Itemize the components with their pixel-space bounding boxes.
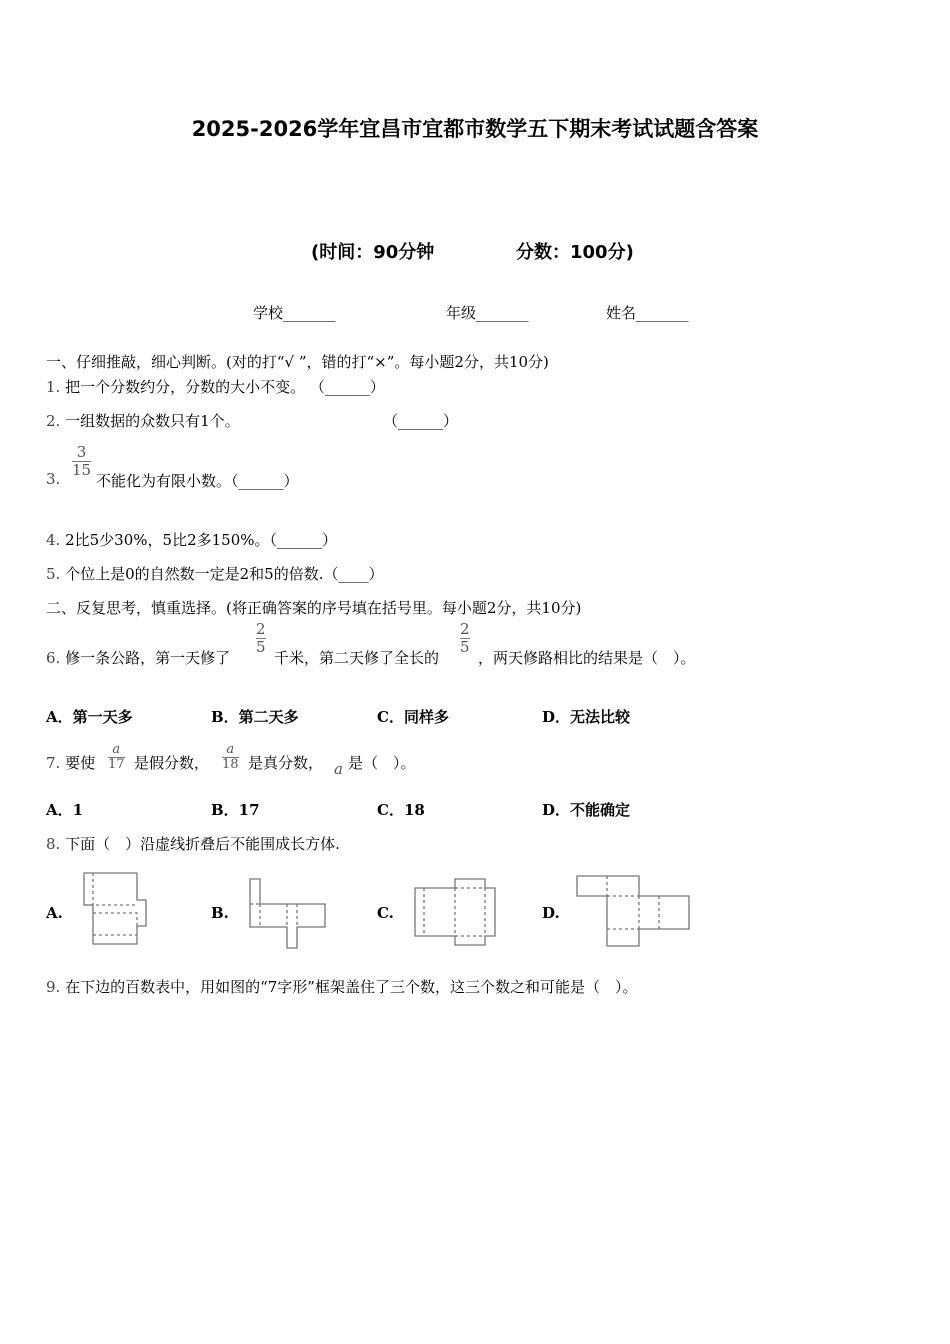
q8-option-d-label: D. — [542, 904, 560, 922]
net-d-figure — [573, 873, 693, 951]
q9-number: 9. — [46, 978, 61, 996]
q7-fraction-1: a 17 — [108, 742, 125, 772]
q7-variable: a — [334, 760, 343, 778]
q7-text-b: 是假分数， — [134, 754, 210, 772]
q6-fraction-1: 2 5 — [256, 620, 266, 656]
q7-fraction-2: a 18 — [222, 742, 239, 772]
net-c-figure — [410, 876, 502, 948]
q6-option-a: A．第一天多 — [46, 708, 133, 726]
q5-number: 5. — [46, 565, 61, 583]
q7-option-c: C．18 — [377, 801, 425, 819]
q7-text-c: 是真分数， — [248, 754, 324, 772]
q6-fraction-2: 2 5 — [460, 620, 470, 656]
exam-time: (时间：90分钟 — [311, 242, 435, 263]
q6-text-c: ，两天修路相比的结果是（ ）。 — [478, 649, 696, 667]
q2-blank: （______） — [383, 412, 459, 430]
q4-text: 2比5少30%，5比2多150%。（______） — [65, 531, 337, 549]
q8-option-b-label: B. — [211, 904, 229, 922]
q7-text-d: 是（ ）。 — [348, 754, 416, 772]
grade-field: 年级_______ — [446, 304, 529, 322]
q8-text: 下面（ ）沿虚线折叠后不能围成长方体. — [65, 835, 340, 853]
q6-option-b: B．第二天多 — [211, 708, 299, 726]
q6-text-b: 千米，第二天修了全长的 — [274, 649, 440, 667]
q6-option-c: C．同样多 — [377, 708, 449, 726]
section2-heading: 二、反复思考，慎重选择。(将正确答案的序号填在括号里。每小题2分，共10分) — [46, 599, 582, 617]
q5-text: 个位上是0的自然数一定是2和5的倍数.（____） — [65, 565, 384, 583]
q7-option-a: A．1 — [46, 801, 84, 819]
q1-number: 1. — [46, 378, 61, 396]
q7-text-a: 要使 — [65, 754, 96, 772]
q2-number: 2. — [46, 412, 61, 430]
exam-score: 分数：100分) — [516, 242, 634, 263]
q7-number: 7. — [46, 754, 61, 772]
name-field: 姓名_______ — [606, 304, 689, 322]
net-b-figure — [245, 876, 330, 952]
q6-text-a: 修一条公路，第一天修了 — [65, 649, 231, 667]
q9-text: 在下边的百数表中，用如图的“7字形”框架盖住了三个数，这三个数之和可能是（ ）。 — [65, 978, 638, 996]
q2-text: 一组数据的众数只有1个。 — [65, 412, 240, 430]
school-field: 学校_______ — [253, 304, 336, 322]
q8-option-a-label: A. — [46, 904, 63, 922]
q4-number: 4. — [46, 531, 61, 549]
q7-option-d: D．不能确定 — [542, 801, 631, 819]
q3-text: 不能化为有限小数。（______） — [96, 472, 299, 490]
q3-number: 3. — [46, 470, 61, 488]
q8-number: 8. — [46, 835, 61, 853]
q7-option-b: B．17 — [211, 801, 260, 819]
q8-option-c-label: C. — [377, 904, 394, 922]
section1-heading: 一、仔细推敲，细心判断。(对的打“√ ”，错的打“×”。每小题2分，共10分) — [46, 353, 549, 371]
q6-number: 6. — [46, 649, 61, 667]
net-a-figure — [80, 870, 150, 948]
q3-fraction: 3 15 — [72, 443, 92, 479]
page-title: 2025-2026学年宜昌市宜都市数学五下期末考试试题含答案 — [191, 117, 759, 141]
q1-text: 把一个分数约分，分数的大小不变。 （______） — [65, 378, 385, 396]
q6-option-d: D．无法比较 — [542, 708, 631, 726]
